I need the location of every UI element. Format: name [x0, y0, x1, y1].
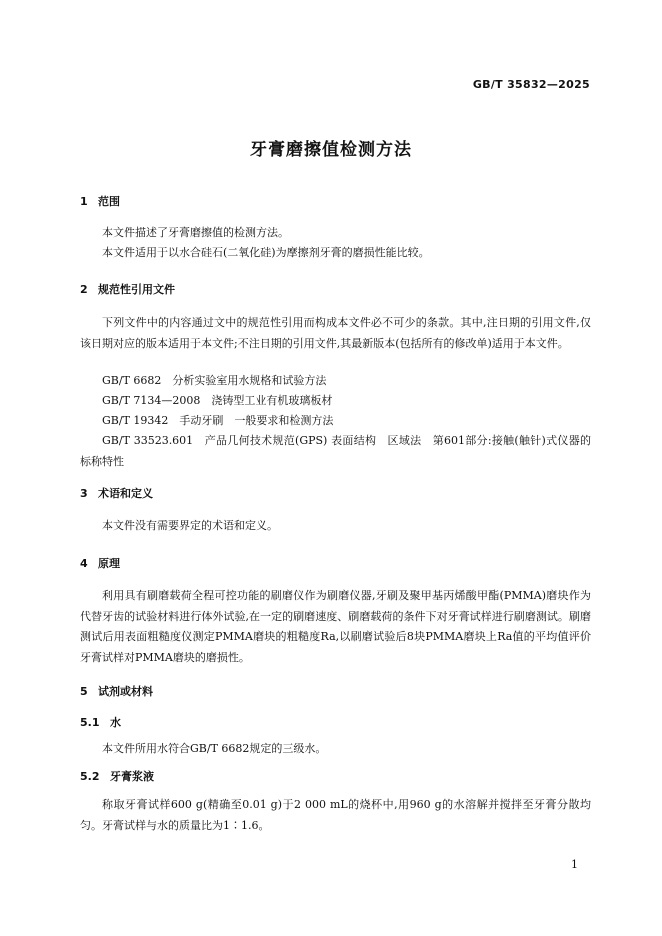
section-number: 4	[80, 557, 88, 570]
section-number: 2	[80, 283, 88, 296]
reference-item: GB/T 7134—2008 浇铸型工业有机玻璃板材	[102, 394, 333, 407]
reference-item: GB/T 6682 分析实验室用水规格和试验方法	[102, 374, 327, 387]
section-title: 牙膏浆液	[110, 770, 154, 783]
section-5-2-paragraph-1: 称取牙膏试样600 g(精确至0.01 g)于2 000 mL的烧杯中,用960 g的水溶解并搅拌至牙膏分散均匀。牙膏试样与水的质量比为1∶1.6。	[80, 798, 591, 832]
section-3-heading	[80, 485, 153, 501]
section-number: 3	[80, 487, 88, 500]
section-1-paragraph-2: 本文件适用于以水合硅石(二氧化硅)为摩擦剂牙膏的磨损性能比较。	[102, 246, 430, 259]
section-title: 规范性引用文件	[98, 283, 175, 296]
section-title: 试剂或材料	[98, 685, 153, 698]
section-title: 原理	[98, 557, 120, 570]
section-4-heading	[80, 555, 120, 571]
section-2-heading	[80, 281, 175, 297]
section-number: 5	[80, 685, 88, 698]
section-3-paragraph-1: 本文件没有需要界定的术语和定义。	[102, 519, 278, 532]
standard-code: GB/T 35832—2025	[472, 78, 590, 91]
section-5-heading	[80, 683, 153, 699]
reference-item: GB/T 19342 手动牙刷 一般要求和检测方法	[102, 414, 334, 427]
section-title: 术语和定义	[98, 487, 153, 500]
section-1-heading	[80, 193, 120, 209]
reference-item-wrapped: GB/T 33523.601 产品几何技术规范(GPS) 表面结构 区域法 第601部分:接触(触针)式仪器的标称特性	[80, 434, 591, 468]
section-5-1-paragraph-1: 本文件所用水符合GB/T 6682规定的三级水。	[102, 742, 327, 755]
section-5-1-heading	[80, 714, 121, 730]
section-1-paragraph-1: 本文件描述了牙膏磨擦值的检测方法。	[102, 226, 289, 239]
section-title: 范围	[98, 195, 120, 208]
section-number: 1	[80, 195, 88, 208]
section-number: 5.2	[80, 770, 100, 783]
page-number: 1	[571, 858, 578, 871]
section-5-2-heading	[80, 768, 154, 784]
section-number: 5.1	[80, 716, 100, 729]
section-4-paragraph-1: 利用具有刷磨载荷全程可控功能的刷磨仪作为刷磨仪器,牙刷及聚甲基丙烯酸甲酯(PMMA)磨块作为代替牙齿的试验材料进行体外试验,在一定的刷磨速度、刷磨载荷的条件下对牙膏试样进行刷磨测试。刷磨测试后用表面粗糙度仪测定PMMA磨块的粗糙度Ra,以刷磨试验后8块PMMA磨块上Ra值的平均值评价牙膏试样对PMMA磨块的磨损性。	[80, 589, 591, 664]
section-title: 水	[110, 716, 121, 729]
document-title: 牙膏磨擦值检测方法	[250, 140, 412, 160]
section-2-intro: 下列文件中的内容通过文中的规范性引用而构成本文件必不可少的条款。其中,注日期的引用文件,仅该日期对应的版本适用于本文件;不注日期的引用文件,其最新版本(包括所有的修改单)适用于本文件。	[80, 316, 591, 350]
